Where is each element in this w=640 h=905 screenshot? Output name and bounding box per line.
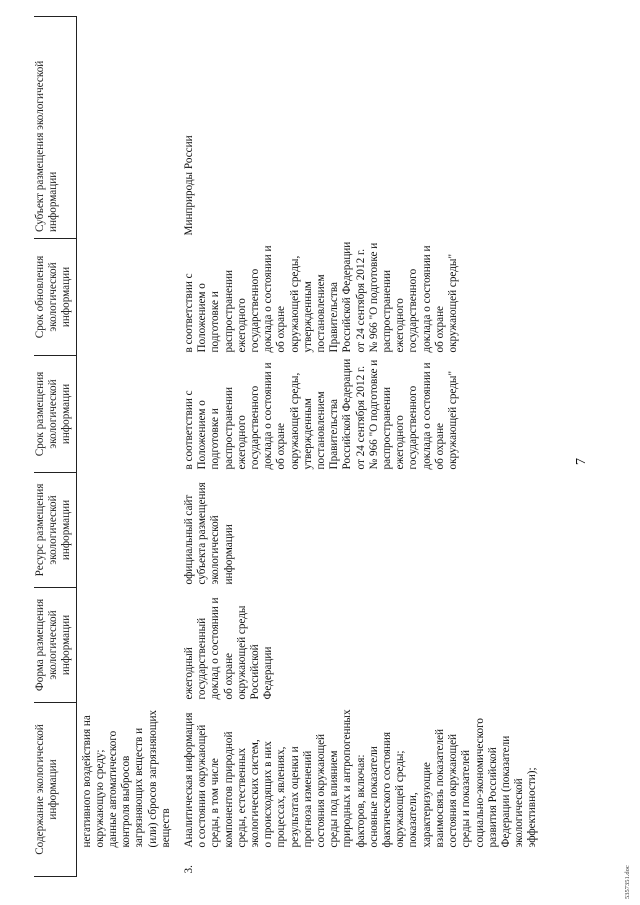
row-subject: Минприроды России [183, 135, 196, 236]
row-update-term: в соответствии с Положением о подготовке и распространении ежегодного государственного доклада о состоянии и об охране окружающей среды, утвержденным постановлением Правительства Российской Федерации от 24 сентября 2012 г. № 966 "О подготовке и распространении ежегодного государственного доклада о состоянии и об охране окружающей среды" [183, 241, 460, 353]
table-row [76, 16, 173, 876]
table-header-row [34, 16, 76, 876]
continuation-content: негативного воздействия на окружающую среду; данные автоматического контроля выбросов загрязняющих веществ и (или) сбросов загрязняющих веществ [80, 709, 172, 848]
table-row [173, 16, 539, 876]
footer-filename: 5357351.doc [624, 865, 631, 899]
header-content: Содержание экологической информации [34, 702, 76, 876]
row-form: ежегодный государственный доклад о состоянии и об охране окружающей среды Российской Федерации [183, 597, 275, 700]
header-update-term: Срок обновления экологической информации [34, 238, 76, 355]
row-number: 3. [183, 865, 196, 874]
row-resource: официальный сайт субъекта размещения экологической информации [183, 482, 235, 585]
header-resource: Ресурс размещения экологической информации [34, 472, 76, 587]
row-placement-term: в соответствии с Положением о подготовке и распространении ежегодного государственного доклада о состоянии и об охране окружающей среды, утвержденным постановлением Правительства Российской Федерации от 24 сентября 2012 г. № 966 "О подготовке и распространении ежегодного государственного доклада о состоянии и об охране окружающей среды" [183, 358, 460, 470]
row-content: Аналитическая информация о состоянии окружающей среды, в том числе компонентов природной среды, естественных экологических систем, о происходящих в них процессах, явлениях, результатах оценки и прогноза изменений состояния окружающей среды под влиянием природных и антропогенных факторов, включая: основные показатели фактического состояния окружающей среды; показатели, характеризующие взаимосвязь показателей состояния окружающей среды и показателей социально-экономического развития Российской Федерации (показатели экологической эффективности); [183, 709, 539, 848]
header-subject: Субъект размещения экологической информации [34, 16, 76, 238]
header-form: Форма размещения экологической информации [34, 587, 76, 702]
environmental-info-table [34, 16, 540, 877]
header-placement-term: Срок размещения экологической информации [34, 355, 76, 472]
row-number-empty [76, 851, 173, 877]
page-number: 7 [574, 458, 589, 465]
